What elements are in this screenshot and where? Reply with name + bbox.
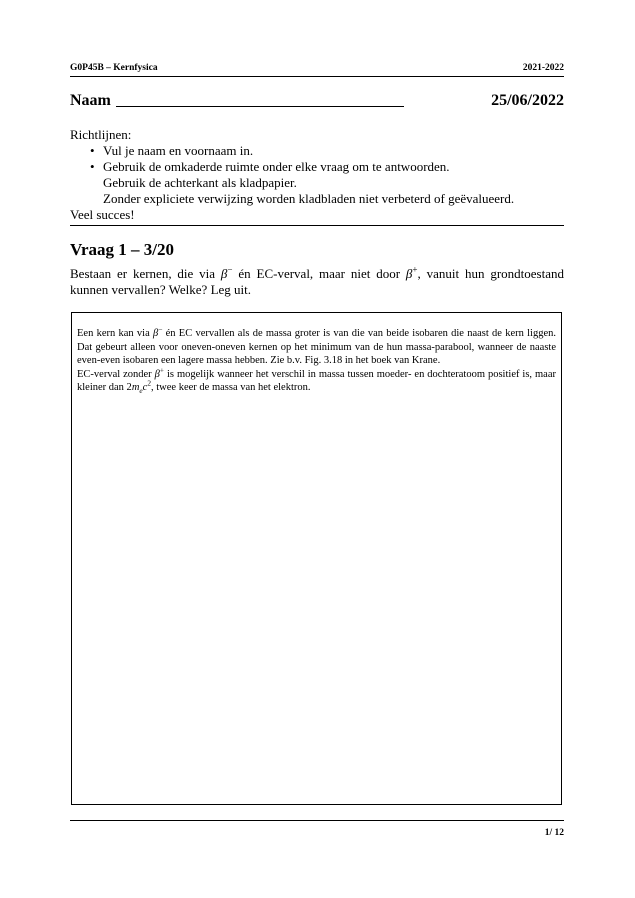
exam-date: 25/06/2022 [491, 92, 564, 109]
instructions-title: Richtlijnen: [70, 127, 132, 142]
section-rule [70, 225, 564, 226]
question-title: Vraag 1 – 3/20 [70, 240, 175, 259]
academic-year: 2021-2022 [522, 63, 564, 73]
answer-paragraph-2: EC-verval zonder β+ is mogelijk wanneer het verschil in massa tussen moeder- en dochteratoom positief is, maar kleiner dan $2m_ec^2$, twee keer de massa van het elektron. [77, 365, 556, 396]
answer-paragraph-1: Een kern kan via β− én EC vervallen als de massa groter is van die van beide isobaren die naast de kern liggen. Dat gebeurt alleen voor oneven-oneven kernen op het minimum van de hun massa-parabool, wanneer de naaste even-even isobaren een lagere massa hebben. Zie b.v. Fig. 3.18 in het boek van Krane. [77, 324, 556, 367]
name-label: Naam [70, 92, 111, 109]
footer-rule [70, 820, 564, 821]
instruction-item-2-line-2: Gebruik de achterkant als kladpapier. [103, 175, 297, 190]
name-write-line[interactable] [116, 106, 404, 107]
bullet-icon: • [90, 159, 95, 174]
question-text: Bestaan er kernen, die via β− én EC-verval, maar niet door β+, vanuit hun grondtoestand kunnen vervallen? Welke? Leg uit. [70, 264, 564, 297]
closing-text: Veel succes! [70, 207, 135, 222]
course-header: G0P45B – Kernfysica [70, 63, 158, 73]
bullet-icon: • [90, 143, 95, 158]
header-rule [70, 76, 564, 77]
instruction-item-2-line-1: Gebruik de omkaderde ruimte onder elke vraag om te antwoorden. [103, 159, 450, 174]
instruction-item-2-line-3: Zonder expliciete verwijzing worden kladbladen niet verbeterd of geëvalueerd. [103, 191, 515, 206]
answer-text [77, 324, 556, 398]
instruction-item-1: Vul je naam en voornaam in. [103, 143, 254, 158]
page-number: 1/ 12 [544, 828, 564, 838]
